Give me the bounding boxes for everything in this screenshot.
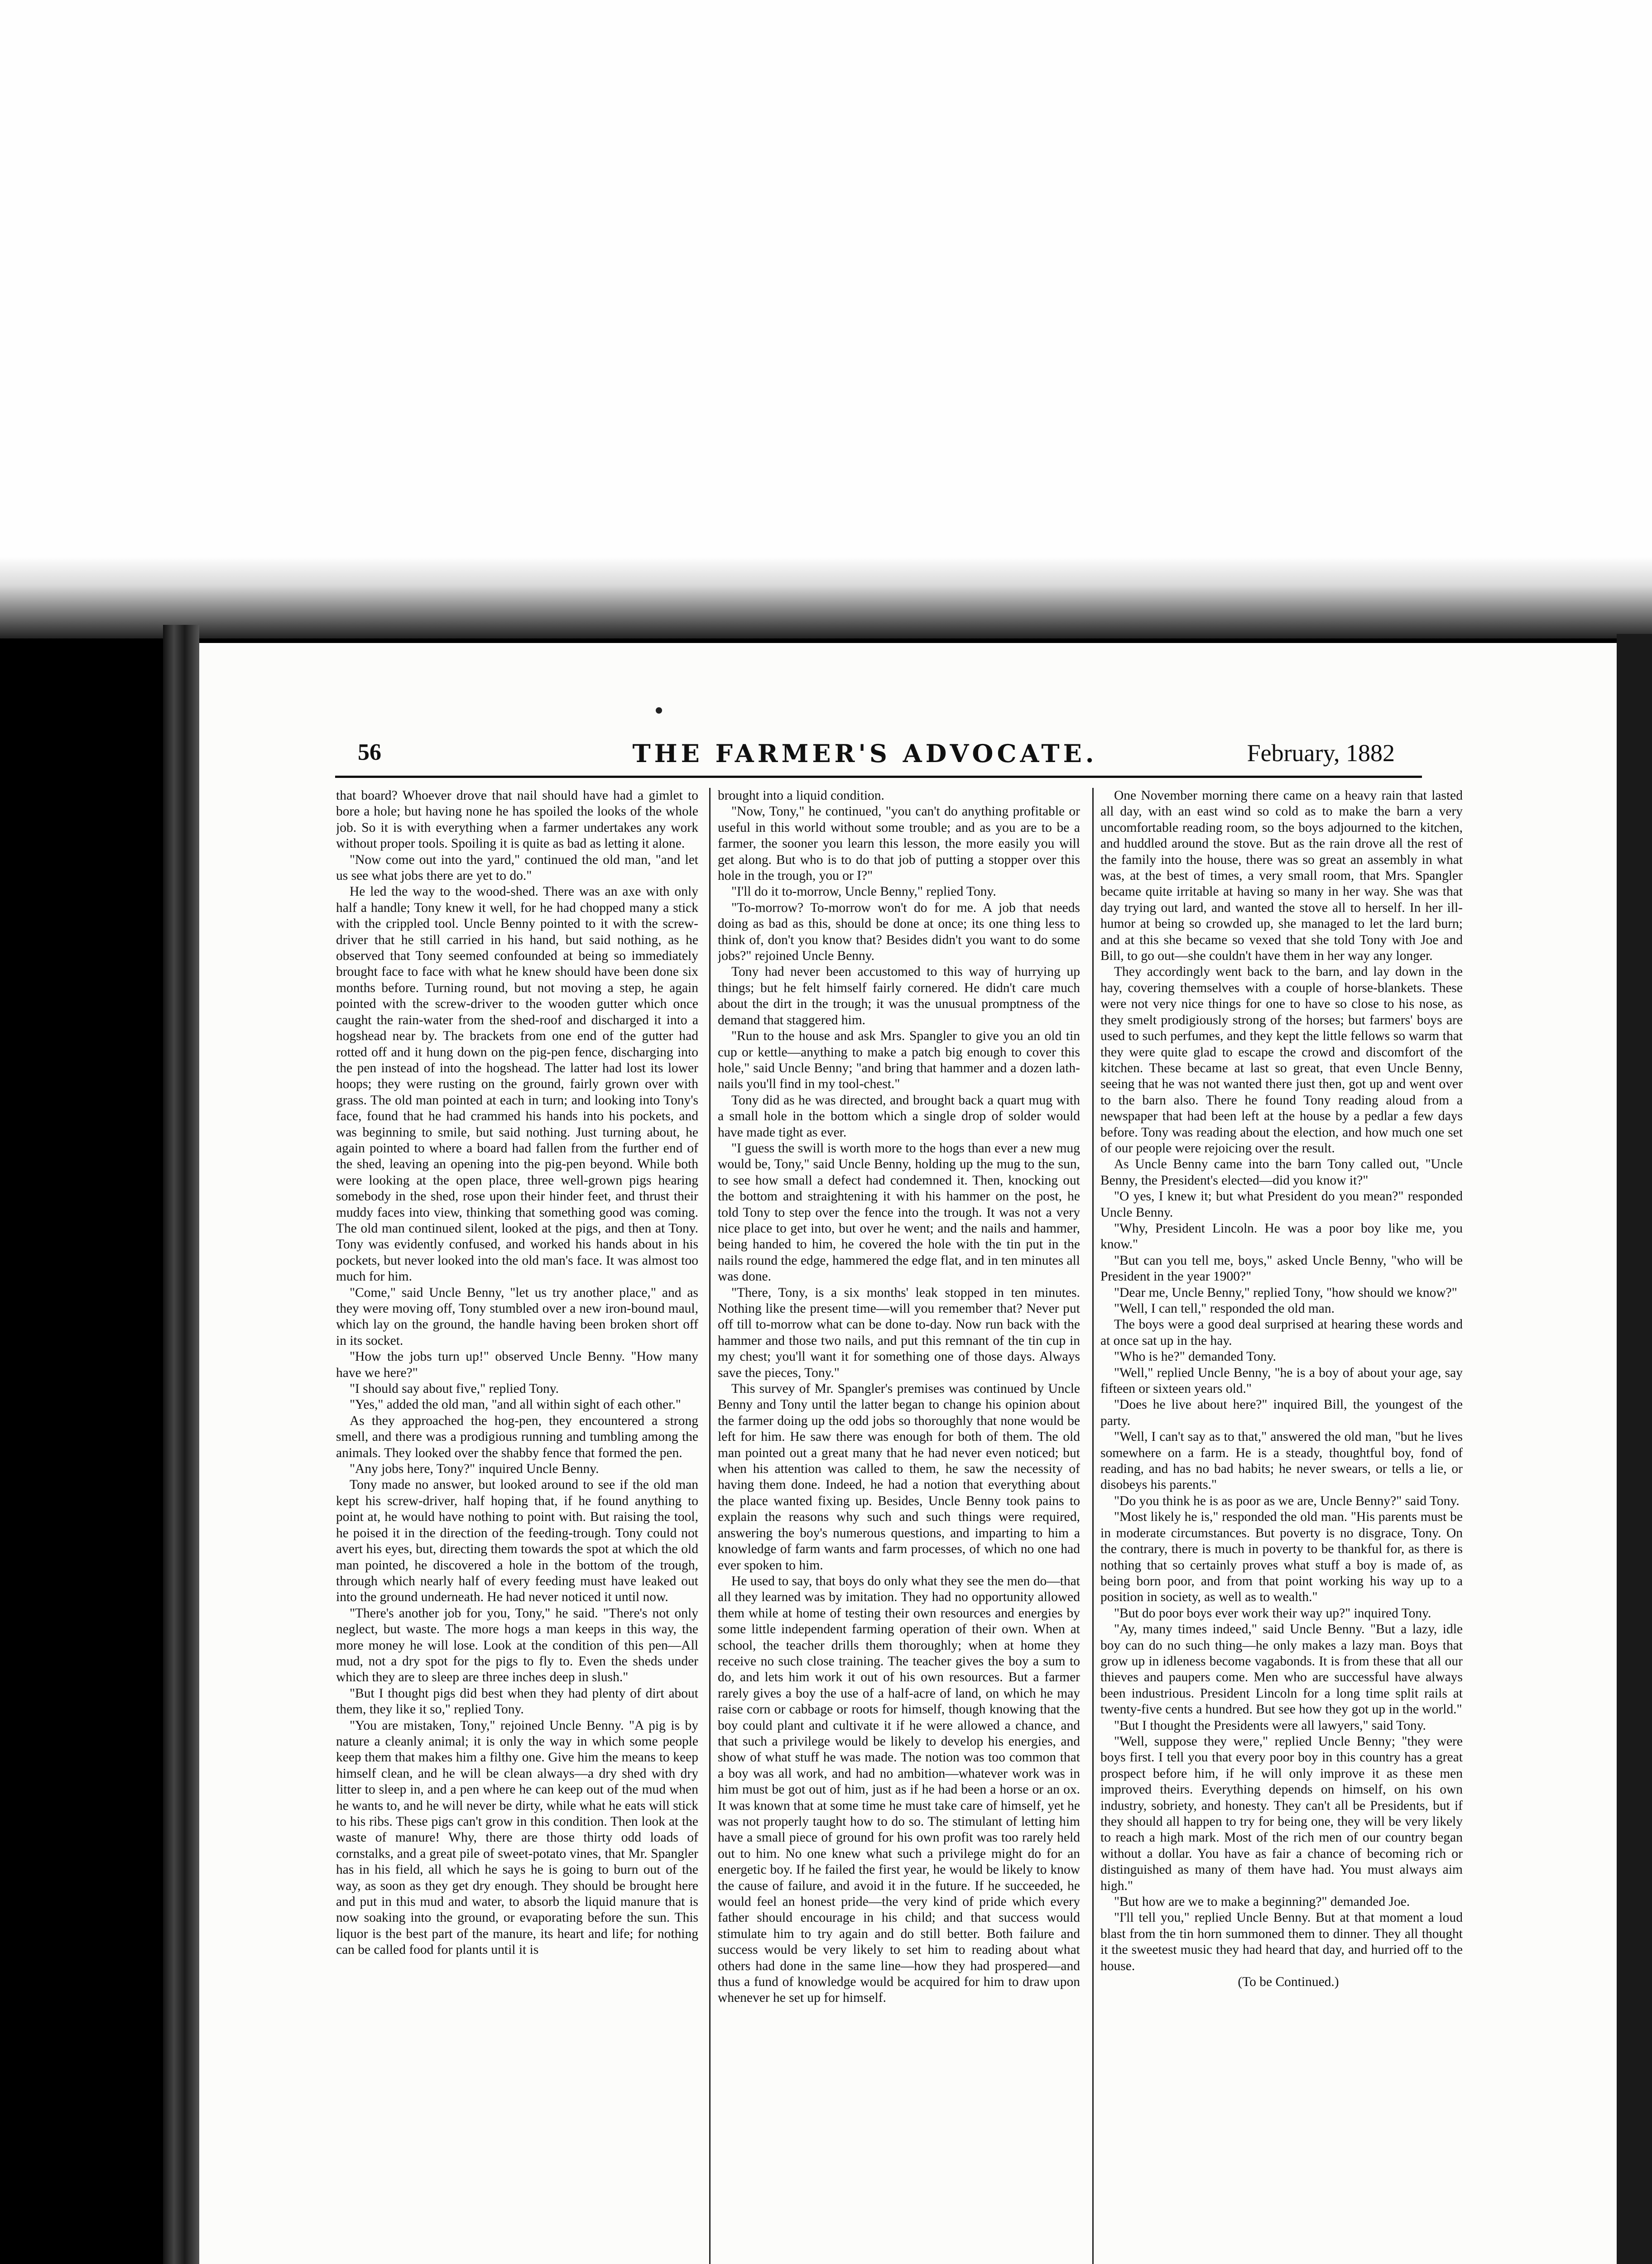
column-divider	[709, 788, 711, 2264]
paragraph: "How the jobs turn up!" observed Uncle Benny. "How many have we here?"	[336, 1349, 698, 1380]
paragraph: "O yes, I knew it; but what President do you mean?" responded Uncle Benny.	[1100, 1189, 1463, 1220]
masthead-title: THE FARMER'S ADVOCATE.	[632, 739, 1098, 768]
paragraph: brought into a liquid condition.	[718, 788, 884, 803]
paragraph: "But I thought the Presidents were all lawyers," said Tony.	[1114, 1718, 1426, 1733]
paragraph: "Run to the house and ask Mrs. Spangler to give you an old tin cup or kettle—anything to make a patch big enough to cover this hole," said Uncle Benny; "and bring that hammer and a dozen lath-nails you'll find in my tool-chest."	[718, 1029, 1080, 1092]
paragraph: He used to say, that boys do only what they see the men do—that all they learned was by imitation. They had no opportunity allowed them while at home of testing their own resources and energies by some little independent farming operation of their own. When at school, the teacher drills them thoroughly; when at home they receive no such close training. The teacher gives the boy a sum to do, and lets him work it out of his own resources. But a farmer rarely gives a boy the use of a half-acre of land, on which he may raise corn or cabbage or roots for himself, though knowing that the boy could plant and cultivate it if he were allowed a chance, and that such a privilege would be likely to develop his energies, and show of what stuff he was made. The notion was too common that a boy was all work, and had no ambition—whatever work was in him must be got out of him, just as if he had been a horse or an ox. It was known that at some time he must take care of himself, yet he was not properly taught how to do so. The stimulant of letting him have a small piece of ground for his own profit was too rarely held out to him. No one knew what such a privilege might do for an energetic boy. If he failed the first year, he would be likely to know the cause of failure, and avoid it in the future. If he succeeded, he would feel an honest pride—the very kind of pride which every father should encourage in his child; and that success would stimulate him to try again and do still better. Both failure and success would be very likely to set him to reading about what others had done in the same line—how they had prospered—and thus a fund of knowledge would be acquired for him to draw upon whenever he set up for himself.	[718, 1573, 1080, 2005]
paragraph: As they approached the hog-pen, they encountered a strong smell, and there was a prodigious running and tumbling among the animals. They looked over the shabby fence that formed the pen.	[336, 1413, 698, 1460]
article-column-1	[336, 788, 698, 2237]
paragraph: "Well, I can tell," responded the old man.	[1114, 1301, 1335, 1316]
paragraph: "Does he live about here?" inquired Bill, the youngest of the party.	[1100, 1397, 1463, 1428]
paragraph: "Yes," added the old man, "and all within sight of each other."	[350, 1397, 681, 1412]
ink-mark	[656, 707, 662, 714]
paragraph: One November morning there came on a heavy rain that lasted all day, with an east wind so cold as to make the barn a very uncomfortable reading room, so the boys adjourned to the kitchen, and huddled around the stove. But as the rain drove all the rest of the family into the house, there was so great an assembly in what was, at the best of times, a very small room, that Mrs. Spangler became quite irritable at having so many in her way. She was that day trying out lard, and wanted the stove all to herself. In her ill-humor at being so crowded up, she managed to let the lard burn; and at this she became so vexed that she told Tony with Joe and Bill, to go out—she couldn't have them in her way any longer.	[1100, 788, 1463, 964]
paragraph: Tony did as he was directed, and brought back a quart mug with a small hole in the bottom which a single drop of solder would have made tight as ever.	[718, 1093, 1080, 1140]
paragraph: "Well, I can't say as to that," answered the old man, "but he lives somewhere on a farm. He is a steady, thoughtful boy, fond of reading, and has no bad habits; he never swears, or tells a lie, or disobeys his parents."	[1100, 1429, 1463, 1492]
article-column-3	[1100, 788, 1463, 2237]
paragraph: "You are mistaken, Tony," rejoined Uncle Benny. "A pig is by nature a cleanly animal; it is only the way in which some people keep them that makes him a filthy one. Give him the means to keep himself clean, and he will be clean always—a dry shed with dry litter to sleep in, and a pen where he can keep out of the mud when he wants to, and he will never be dirty, while what he eats will stick to his ribs. These pigs can't grow in this condition. Then look at the waste of manure! Why, there are those thirty odd loads of cornstalks, and a great pile of sweet-potato vines, that Mr. Spangler has in his field, all which he says he is going to burn out of the way, as soon as they get dry enough. They should be brought here and put in this mud and water, to absorb the liquid manure that is now soaking into the ground, or evaporating before the sun. This liquor is the best part of the manure, its heart and life; for nothing can be called food for plants until it is	[336, 1718, 698, 1957]
paragraph: "Who is he?" demanded Tony.	[1114, 1349, 1276, 1364]
paragraph: He led the way to the wood-shed. There was an axe with only half a handle; Tony knew it well, for he had chopped many a stick with the crippled tool. Uncle Benny pointed to it with the screw-driver that he still carried in his hand, but said nothing, as he observed that Tony seemed confounded at being so immediately brought face to face with what he knew should have been done six months before. Turning round, but not moving a step, he again pointed with the screw-driver to the wooden gutter which once caught the rain-water from the shed-roof and discharged it into a hogshead near by. The brackets from one end of the gutter had rotted off and it hung down on the pig-pen fence, discharging into the pen instead of into the hogshead. The latter had lost its lower hoops; they were rusting on the ground, fairly grown over with grass. The old man pointed at each in turn; and looking into Tony's face, found that he had crammed his hands into his pockets, and was beginning to smile, but said nothing. Just turning about, he again pointed to where a board had fallen from the further end of the shed, leaving an opening into the pig-pen beyond. While both were looking at the open place, three well-grown pigs hearing somebody in the shed, rose upon their hinder feet, and thrust their muddy faces into view, thinking that something good was coming. The old man continued silent, looked at the pigs, and then at Tony. Tony was evidently confused, and worked his hands about in his pockets, but never looked into the old man's face. It was almost too much for him.	[336, 884, 698, 1284]
paragraph: "But I thought pigs did best when they had plenty of dirt about them, they like it so," replied Tony.	[336, 1686, 698, 1717]
paragraph: "But can you tell me, boys," asked Uncle Benny, "who will be President in the year 1900?"	[1100, 1253, 1463, 1284]
paragraph: "Ay, many times indeed," said Uncle Benny. "But a lazy, idle boy can do no such thing—he only makes a lazy man. Boys that grow up in idleness become vagabonds. It is from these that all our thieves and paupers come. Men who are successful have always been industrious. President Lincoln for a long time split rails at twenty-five cents a hundred. But see how they got up in the world."	[1100, 1622, 1463, 1717]
paragraph: The boys were a good deal surprised at hearing these words and at once sat up in the hay.	[1100, 1317, 1463, 1348]
to-be-continued-note: (To be Continued.)	[1238, 1975, 1339, 1990]
page-header	[358, 739, 1395, 766]
paragraph: Tony had never been accustomed to this way of hurrying up things; but he felt himself fairly cornered. He didn't care much about the dirt in the trough; it was the unusual promptness of the demand that staggered him.	[718, 964, 1080, 1027]
paragraph: "I'll do it to-morrow, Uncle Benny," replied Tony.	[731, 884, 996, 899]
paragraph: "But how are we to make a beginning?" demanded Joe.	[1114, 1895, 1410, 1909]
paragraph: "But do poor boys ever work their way up?" inquired Tony.	[1114, 1606, 1431, 1621]
book-spine-edge	[163, 625, 199, 2264]
paragraph: "Dear me, Uncle Benny," replied Tony, "how should we know?"	[1114, 1285, 1457, 1300]
paragraph: As Uncle Benny came into the barn Tony called out, "Uncle Benny, the President's elected—did you know it?"	[1100, 1157, 1463, 1188]
paragraph: "Come," said Uncle Benny, "let us try another place," and as they were moving off, Tony stumbled over a new iron-bound maul, which lay on the ground, the handle having been broken short off in its socket.	[336, 1285, 698, 1348]
paragraph: They accordingly went back to the barn, and lay down in the hay, covering themselves with a couple of horse-blankets. These were not very nice things for one to have so close to his nose, as they smelt prodigiously strong of the horses; but farmers' boys are used to such perfumes, and they kept the little fellows so warm that they were quite glad to escape the crowd and discomfort of the kitchen. These became at last so great, that even Uncle Benny, seeing that he was not wanted there just then, got up and went over to the barn also. There he found Tony reading aloud from a newspaper that had been left at the house by a pedlar a few days before. Tony was reading about the election, and how much one set of our people were rejoicing over the result.	[1100, 964, 1463, 1156]
page-number: 56	[358, 739, 381, 765]
scan-background-top	[0, 0, 1652, 557]
paragraph: "Do you think he is as poor as we are, Uncle Benny?" said Tony.	[1114, 1493, 1460, 1508]
scan-page-curl-shadow	[0, 557, 1652, 638]
paragraph: "Now, Tony," he continued, "you can't do anything profitable or useful in this world without some trouble; and as you are to be a farmer, the sooner you learn this lesson, the more easily you will get along. But who is to do that job of putting a stopper over this hole in the trough, you or I?"	[718, 804, 1080, 883]
column-divider	[1092, 788, 1094, 2264]
paragraph: "There's another job for you, Tony," he said. "There's not only neglect, but waste. The more hogs a man keeps in this way, the more money he will lose. Look at the condition of this pen—All mud, not a dry spot for the pigs to fly to. Even the sheds under which they are to sleep are three inches deep in slush."	[336, 1606, 698, 1685]
paragraph: "Why, President Lincoln. He was a poor boy like me, you know."	[1100, 1221, 1463, 1252]
paragraph: "I should say about five," replied Tony.	[350, 1381, 559, 1396]
paragraph: "Well, suppose they were," replied Uncle Benny; "they were boys first. I tell you that every poor boy in this country has a great prospect before him, if he will only improve it as these men improved theirs. Everything depends on himself, on his own industry, sobriety, and honesty. They can't all be Presidents, but if they should all happen to try for being one, they will be very likely to reach a high mark. Most of the rich men of our country began without a dollar. You have as fair a chance of becoming rich or distinguished as many of them have had. You must always aim high."	[1100, 1734, 1463, 1893]
paragraph: "To-morrow? To-morrow won't do for me. A job that needs doing as bad as this, should be done at once; its one thing less to think of, don't you know that? Besides didn't you want to do some jobs?" rejoined Uncle Benny.	[718, 900, 1080, 964]
paragraph: "Any jobs here, Tony?" inquired Uncle Benny.	[350, 1462, 599, 1477]
book-binding-right	[1617, 634, 1652, 2264]
paragraph: "Well," replied Uncle Benny, "he is a boy of about your age, say fifteen or sixteen years old."	[1100, 1365, 1463, 1396]
paragraph: "I'll tell you," replied Uncle Benny. But at that moment a loud blast from the tin horn summoned them to dinner. They all thought it the sweetest music they had heard that day, and hurried off to the house.	[1100, 1910, 1463, 1973]
paragraph: "There, Tony, is a six months' leak stopped in ten minutes. Nothing like the present time—will you remember that? Never put off till to-morrow what can be done to-day. Now run back with the hammer and those two nails, and put this remnant of the tin cup in my chest; you'll want it for something one of those days. Always save the pieces, Tony."	[718, 1285, 1080, 1380]
paragraph: "Now come out into the yard," continued the old man, "and let us see what jobs there are yet to do."	[336, 852, 698, 883]
paragraph: that board? Whoever drove that nail should have had a gimlet to bore a hole; but having none he has spoiled the looks of the whole job. So it is with everything when a farmer undertakes any work without proper tools. Spoiling it is quite as bad as letting it alone.	[336, 788, 698, 851]
issue-date: February, 1882	[1247, 739, 1395, 767]
paragraph: Tony made no answer, but looked around to see if the old man kept his screw-driver, half hoping that, if he found anything to point at, he would have nothing to point with. But raising the tool, he poised it in the direction of the feeding-trough. Tony could not avert his eyes, but, directing them towards the spot at which the old man pointed, he discovered a hole in the bottom of the trough, through which nearly half of every feeding must have leaked out into the ground underneath. He had never noticed it until now.	[336, 1477, 698, 1605]
paragraph: "I guess the swill is worth more to the hogs than ever a new mug would be, Tony," said Uncle Benny, holding up the mug to the sun, to see how small a defect had condemned it. Then, knocking out the bottom and straightening it with his hammer on the post, he told Tony to step over the fence into the trough. It was not a very nice place to get into, but over he went; and the nails and hammer, being handed to him, he covered the hole with the tin put in the nails round the edge, hammered the edge flat, and in ten minutes all was done.	[718, 1141, 1080, 1284]
paragraph: This survey of Mr. Spangler's premises was continued by Uncle Benny and Tony until the latter began to change his opinion about the farmer doing up the odd jobs so thoroughly that none would be left for him. He saw there was enough for both of them. The old man pointed out a great many that he had never even noticed; but when his attention was called to them, he saw the necessity of having them done. Indeed, he had a notion that everything about the place wanted fixing up. Besides, Uncle Benny took pains to explain the reasons why such and such things were required, answering the boy's numerous questions, and imparting to him a knowledge of farm wants and farm processes, of which no one had ever spoken to him.	[718, 1381, 1080, 1573]
article-column-2	[718, 788, 1080, 2237]
header-rule	[335, 776, 1422, 778]
paragraph: "Most likely he is," responded the old man. "His parents must be in moderate circumstances. But poverty is no disgrace, Tony. On the contrary, there is much in poverty to be thankful for, as there is nothing that so certainly proves what stuff a boy is made of, as being born poor, and from that point working his way up to a position in society, as well as to wealth."	[1100, 1510, 1463, 1605]
